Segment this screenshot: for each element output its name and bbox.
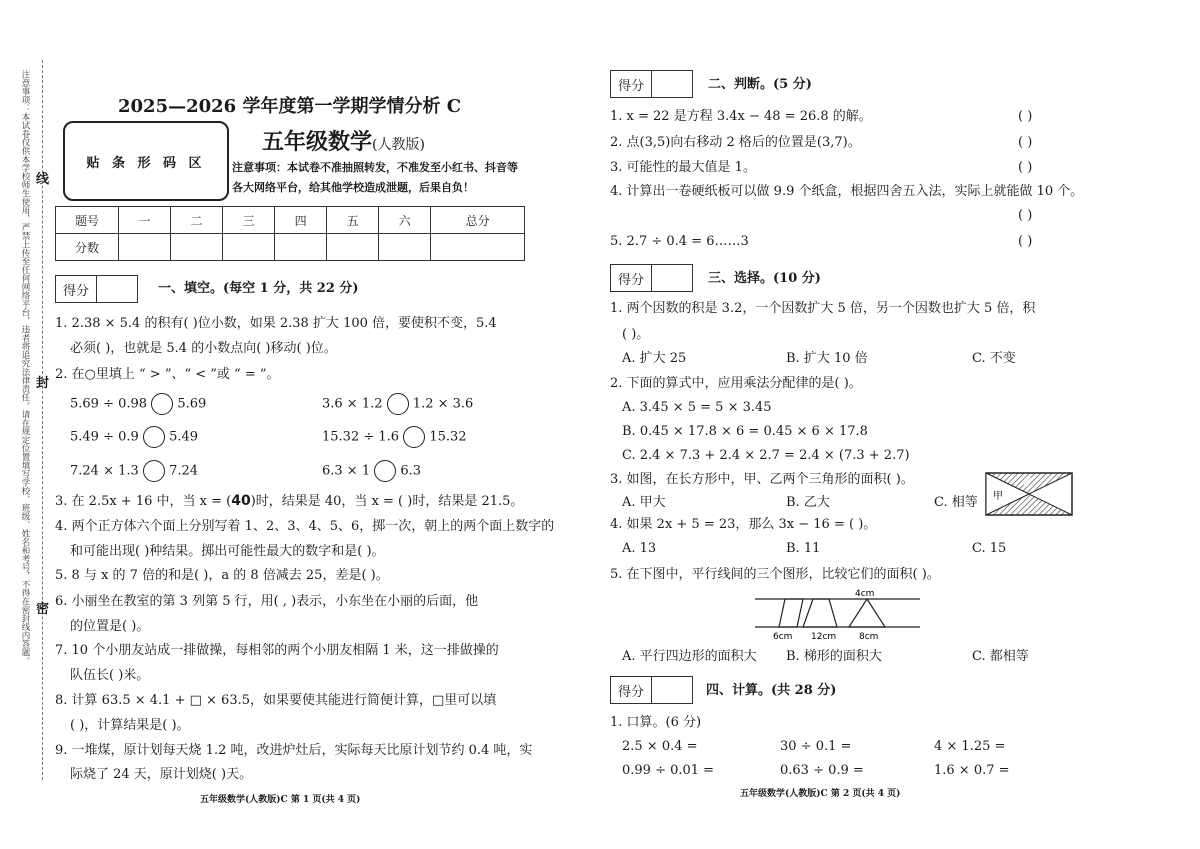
rectangle-triangles-figure <box>985 472 1073 516</box>
section1-title: 一、填空。(每空 1 分，共 22 分) <box>158 281 359 296</box>
figure-triangle <box>849 599 885 627</box>
compare-circle[interactable] <box>143 460 165 482</box>
exam-title: 2025—2026 学年度第一学期学情分析 C <box>118 96 462 117</box>
q6-line-a: 6. 小丽坐在教室的第 3 列第 5 行，用( , )表示，小东坐在小丽的后面，他 <box>55 594 479 609</box>
calc-item: 1.6 × 0.7 = <box>934 763 1010 778</box>
q3-text-b: )时，结果是 40，当 x = ( )时，结果是 21.5。 <box>250 494 524 509</box>
choice-option[interactable]: B. 0.45 × 17.8 × 6 = 0.45 × 6 × 17.8 <box>622 424 868 439</box>
figure-label-jia: 甲 <box>993 491 1003 502</box>
score-cell: 五 <box>327 207 379 234</box>
subject-edition: (人教版) <box>372 137 425 153</box>
binding-mark-mi: 密 <box>36 602 50 617</box>
choice-option[interactable]: A. 扩大 25 <box>622 351 687 366</box>
calc-item: 4 × 1.25 = <box>934 739 1006 754</box>
q1-line-b: 必须( )，也就是 5.4 的小数点向( )移动( )位。 <box>70 341 337 356</box>
compare-left: 5.49 ÷ 0.9 <box>70 429 139 445</box>
q4-line-b: 和可能出现( )种结果。掷出可能性最大的数字和是( )。 <box>70 544 385 559</box>
defen-label: 得分 <box>611 677 652 703</box>
q8-line-b: ( )，计算结果是( )。 <box>70 718 190 733</box>
defen-label: 得分 <box>611 71 652 97</box>
q8-line-a: 8. 计算 63.5 × 4.1 + □ × 63.5，如果要使其能进行简便计算，□里可以填 <box>55 693 497 708</box>
calc-item: 0.99 ÷ 0.01 = <box>622 763 715 778</box>
compare-right: 7.24 <box>169 463 199 479</box>
calc-item: 0.63 ÷ 0.9 = <box>780 763 864 778</box>
compare-circle[interactable] <box>151 393 173 415</box>
choice-option[interactable]: B. 11 <box>786 541 821 556</box>
compare-left: 7.24 × 1.3 <box>70 463 139 479</box>
compare-right: 1.2 × 3.6 <box>412 396 474 412</box>
figure-label: 8cm <box>859 632 879 642</box>
choice-q1-line-a: 1. 两个因数的积是 3.2，一个因数扩大 5 倍，另一个因数也扩大 5 倍，积 <box>610 301 1036 316</box>
barcode-area <box>63 121 229 201</box>
defen-box-4 <box>610 676 693 704</box>
defen-input[interactable] <box>97 276 137 302</box>
section3-title: 三、选择。(10 分) <box>708 271 821 286</box>
judge-item: 3. 可能性的最大值是 1。 <box>610 160 756 175</box>
judge-item: 5. 2.7 ÷ 0.4 = 6……3 <box>610 234 749 249</box>
section2-title: 二、判断。(5 分) <box>708 77 812 92</box>
binding-mark-xian: 线 <box>36 172 50 187</box>
score-cell: 总分 <box>431 207 525 234</box>
right-page <box>600 0 1200 849</box>
judge-answer-paren[interactable]: ( ) <box>1018 234 1033 249</box>
score-cell: 四 <box>275 207 327 234</box>
score-input-cell[interactable] <box>119 234 171 261</box>
defen-box-1 <box>55 275 138 303</box>
figure-parallelogram <box>779 599 803 627</box>
judge-item: 1. x = 22 是方程 3.4x − 48 = 26.8 的解。 <box>610 109 872 124</box>
defen-label: 得分 <box>56 276 97 302</box>
q9-line-a: 9. 一堆煤，原计划每天烧 1.2 吨，改进炉灶后，实际每天比原计划节约 0.4 吨，实 <box>55 743 533 758</box>
q3-handwritten-answer: 40 <box>231 493 251 509</box>
score-row-label: 分数 <box>56 234 119 261</box>
score-cell: 二 <box>171 207 223 234</box>
choice-option[interactable]: B. 乙大 <box>786 495 830 510</box>
judge-answer-paren[interactable]: ( ) <box>1018 135 1033 150</box>
score-table-header-row <box>56 207 525 234</box>
q6-line-b: 的位置是( )。 <box>70 619 150 634</box>
choice-option[interactable]: C. 相等 <box>934 495 978 510</box>
choice-option[interactable]: C. 都相等 <box>972 649 1029 664</box>
choice-option[interactable]: A. 13 <box>622 541 657 556</box>
defen-input[interactable] <box>652 677 692 703</box>
choice-option[interactable]: B. 扩大 10 倍 <box>786 351 868 366</box>
page-footer-right: 五年级数学(人教版)C 第 2 页(共 4 页) <box>740 789 901 799</box>
judge-answer-paren[interactable]: ( ) <box>1018 160 1033 175</box>
choice-q1-line-b: ( )。 <box>622 327 650 342</box>
choice-option[interactable]: A. 平行四边形的面积大 <box>622 649 757 664</box>
figure-label-yi: 乙 <box>1023 478 1033 489</box>
score-input-cell[interactable] <box>379 234 431 261</box>
binding-mark-feng: 封 <box>36 376 50 391</box>
oral-calc-title: 1. 口算。(6 分) <box>610 715 702 730</box>
score-input-cell[interactable] <box>431 234 525 261</box>
q5-line: 5. 8 与 x 的 7 倍的和是( )，a 的 8 倍减去 25，差是( )。 <box>55 568 389 583</box>
choice-option[interactable]: A. 甲大 <box>622 495 666 510</box>
judge-item: 4. 计算出一卷硬纸板可以做 9.9 个纸盒，根据四舍五入法，实际上就能做 10 个。 <box>610 184 1084 199</box>
compare-left: 6.3 × 1 <box>322 463 371 479</box>
barcode-label: 贴 条 形 码 区 <box>86 155 206 171</box>
exam-notice: 注意事项：本试卷不准抽照转发，不准发至小红书、抖音等各大网络平台，给其他学校造成泄题，后果自负！ <box>232 161 518 194</box>
q3-text-a: 3. 在 2.5x + 16 中，当 x = ( <box>55 494 232 509</box>
defen-input[interactable] <box>652 265 692 291</box>
choice-q3-stem: 3. 如图，在长方形中，甲、乙两个三角形的面积( )。 <box>610 472 914 487</box>
score-cell: 一 <box>119 207 171 234</box>
calc-item: 30 ÷ 0.1 = <box>780 739 852 754</box>
calc-item: 2.5 × 0.4 = <box>622 739 698 754</box>
compare-item <box>70 393 206 415</box>
q7-line-b: 队伍长( )米。 <box>70 668 150 683</box>
score-cell: 题号 <box>56 207 119 234</box>
figure-label: 6cm <box>773 632 793 642</box>
choice-option[interactable]: C. 15 <box>972 541 1007 556</box>
defen-label: 得分 <box>611 265 652 291</box>
compare-right: 6.3 <box>400 463 422 479</box>
score-input-cell[interactable] <box>223 234 275 261</box>
compare-circle[interactable] <box>387 393 409 415</box>
compare-circle[interactable] <box>374 460 396 482</box>
choice-option[interactable]: B. 梯形的面积大 <box>786 649 882 664</box>
compare-left: 3.6 × 1.2 <box>322 396 383 412</box>
subject-title <box>262 125 425 156</box>
compare-left: 15.32 ÷ 1.6 <box>322 429 400 445</box>
score-input-cell[interactable] <box>327 234 379 261</box>
defen-box-3 <box>610 264 693 292</box>
defen-box-2 <box>610 70 693 98</box>
score-table-score-row <box>56 234 525 261</box>
compare-item <box>322 426 467 448</box>
judge-answer-paren[interactable]: ( ) <box>1018 208 1033 223</box>
score-input-cell[interactable] <box>171 234 223 261</box>
compare-circle[interactable] <box>403 426 425 448</box>
figure-label: 4cm <box>855 589 875 599</box>
choice-q5-stem: 5. 在下图中，平行线间的三个图形，比较它们的面积( )。 <box>610 567 940 582</box>
compare-left: 5.69 ÷ 0.98 <box>70 396 148 412</box>
compare-right: 5.69 <box>177 396 207 412</box>
score-table <box>55 206 525 261</box>
compare-item <box>322 460 421 482</box>
figure-trapezoid <box>803 599 837 627</box>
score-input-cell[interactable] <box>275 234 327 261</box>
choice-option[interactable]: A. 3.45 × 5 = 5 × 3.45 <box>622 400 772 415</box>
judge-answer-paren[interactable]: ( ) <box>1018 109 1033 124</box>
choice-option[interactable]: C. 不变 <box>972 351 1016 366</box>
choice-q2-stem: 2. 下面的算式中，应用乘法分配律的是( )。 <box>610 376 862 391</box>
compare-right: 5.49 <box>169 429 199 445</box>
choice-q4-stem: 4. 如果 2x + 5 = 23，那么 3x − 16 = ( )。 <box>610 517 877 532</box>
compare-right: 15.32 <box>429 429 467 445</box>
compare-item <box>322 393 473 415</box>
parallel-lines-figure <box>755 587 920 643</box>
q2-stem: 2. 在○里填上 “ > ”、“ < ”或 “ = ”。 <box>55 367 280 382</box>
binding-strip-notes: 注意事项：本试卷仅供本学校师生使用，严禁上传至任何网络平台，违者将追究法律责任。请在规定位置填写学校、班级、姓名和考号，不得在密封线内答题。 <box>20 70 30 665</box>
q3-line <box>55 492 523 511</box>
q4-line-a: 4. 两个正方体六个面上分别写着 1、2、3、4、5、6，掷一次，朝上的两个面上数字的 <box>55 519 555 534</box>
q1-line-a: 1. 2.38 × 5.4 的积有( )位小数，如果 2.38 扩大 100 倍，要使积不变，5.4 <box>55 316 497 331</box>
choice-option[interactable]: C. 2.4 × 7.3 + 2.4 × 2.7 = 2.4 × (7.3 + 2.7) <box>622 448 910 463</box>
score-cell: 三 <box>223 207 275 234</box>
compare-circle[interactable] <box>143 426 165 448</box>
score-cell: 六 <box>379 207 431 234</box>
q9-line-b: 际烧了 24 天，原计划烧( )天。 <box>70 767 253 782</box>
page-footer-left: 五年级数学(人教版)C 第 1 页(共 4 页) <box>200 795 361 805</box>
defen-input[interactable] <box>652 71 692 97</box>
judge-item: 2. 点(3,5)向右移动 2 格后的位置是(3,7)。 <box>610 135 861 150</box>
subject-name: 五年级数学 <box>262 129 373 155</box>
section4-title: 四、计算。(共 28 分) <box>706 683 837 698</box>
compare-item <box>70 460 198 482</box>
q7-line-a: 7. 10 个小朋友站成一排做操，每相邻的两个小朋友相隔 1 米，这一排做操的 <box>55 643 499 658</box>
compare-item <box>70 426 198 448</box>
figure-label: 12cm <box>811 632 837 642</box>
